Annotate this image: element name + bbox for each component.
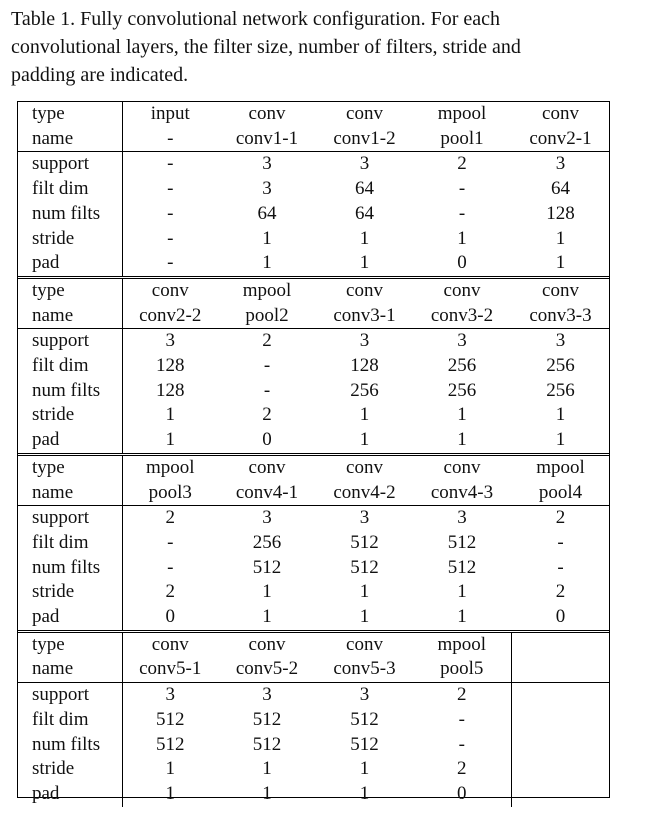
table-row <box>18 531 610 556</box>
cell-support: 3 <box>122 683 218 708</box>
cell-name: conv4-1 <box>235 481 299 503</box>
row-label-filt-dim: filt dim <box>18 354 122 379</box>
cell-support: 3 <box>122 329 218 354</box>
row-label-pad: pad <box>18 428 122 454</box>
cell-pad: 1 <box>165 782 175 804</box>
cell-name: conv5-2 <box>235 658 299 680</box>
cell-pad: 1 <box>457 429 467 451</box>
cell-filt-dim <box>511 708 610 733</box>
cell-name: conv4-3 <box>430 481 494 503</box>
cell-support: 2 <box>511 506 610 531</box>
cell-filt-dim: 512 <box>350 531 379 553</box>
cell-pad: 1 <box>165 429 175 451</box>
cell-name: pool1 <box>440 127 484 149</box>
cell-name: pool3 <box>148 481 192 503</box>
cell-pad: 1 <box>262 782 272 804</box>
cell-support: 3 <box>511 329 610 354</box>
cell-num-filts: - <box>263 379 271 401</box>
cell-support: 2 <box>413 152 511 177</box>
table-row <box>18 102 610 127</box>
table-row <box>18 683 610 708</box>
table-row <box>18 428 610 454</box>
caption-line: padding are indicated. <box>11 64 189 86</box>
cell-stride: 2 <box>262 404 272 426</box>
cell-num-filts: 512 <box>252 556 282 578</box>
row-label-name: name <box>18 481 122 506</box>
row-label-filt-dim: filt dim <box>18 531 122 556</box>
cell-stride: 1 <box>457 227 467 249</box>
cell-filt-dim: - <box>167 178 174 200</box>
cell-pad: 1 <box>359 252 370 274</box>
row-label-filt-dim: filt dim <box>18 177 122 202</box>
cell-type: conv <box>122 631 218 657</box>
cell-stride: 1 <box>359 758 370 780</box>
cell-pad: 1 <box>457 606 467 628</box>
table-row <box>18 481 610 506</box>
cell-stride: 2 <box>413 757 511 782</box>
cell-stride: 1 <box>262 227 272 249</box>
row-label-stride: stride <box>18 227 122 252</box>
cell-type: conv <box>413 454 511 480</box>
cell-num-filts: 256 <box>350 379 379 401</box>
cell-filt-dim: 256 <box>447 355 477 377</box>
cell-type: mpool <box>413 631 511 657</box>
cell-pad: 0 <box>262 429 272 451</box>
table-row <box>18 379 610 404</box>
cell-support: 3 <box>218 152 316 177</box>
cell-pad: 1 <box>359 429 370 451</box>
cell-num-filts: - <box>167 556 174 578</box>
row-label-pad: pad <box>18 605 122 631</box>
cell-name: conv5-1 <box>139 658 202 680</box>
cell-stride: 1 <box>555 227 566 249</box>
cell-num-filts: 256 <box>546 379 575 401</box>
cell-name: pool5 <box>413 657 511 682</box>
cell-name: conv1-2 <box>333 127 396 149</box>
cell-stride: 1 <box>555 404 566 426</box>
table-row <box>18 277 610 303</box>
cell-type: conv <box>218 631 316 657</box>
cell-filt-dim: 256 <box>546 355 575 377</box>
table-row <box>18 506 610 531</box>
cell-support: 3 <box>413 329 511 354</box>
cell-stride: 1 <box>262 581 272 603</box>
cell-type: conv <box>122 277 218 303</box>
table-row <box>18 202 610 227</box>
cell-type: conv <box>316 454 413 480</box>
cell-support: 3 <box>316 329 413 354</box>
cell-support: 2 <box>218 329 316 354</box>
cell-type: mpool <box>122 454 218 480</box>
cell-support: 3 <box>316 152 413 177</box>
cell-name: conv3-2 <box>430 304 494 326</box>
cell-num-filts: 512 <box>350 733 379 755</box>
cell-type <box>511 631 610 657</box>
cell-name: conv3-3 <box>529 304 592 326</box>
cell-name: conv4-2 <box>333 481 396 503</box>
table-row <box>18 152 610 177</box>
cell-pad: 1 <box>359 606 370 628</box>
cell-filt-dim: - <box>413 708 511 733</box>
cell-num-filts: - <box>413 733 511 758</box>
cell-filt-dim: - <box>167 531 174 553</box>
table-row <box>18 708 610 733</box>
cell-type: conv <box>511 277 610 303</box>
cell-stride: 1 <box>359 581 370 603</box>
cell-type: conv <box>346 103 383 124</box>
cell-num-filts <box>511 733 610 758</box>
cell-support: 3 <box>511 152 610 177</box>
cell-pad: 0 <box>413 782 511 807</box>
cell-filt-dim: - <box>263 355 271 377</box>
caption-line: convolutional layers, the filter size, number of filters, stride and <box>11 36 521 58</box>
row-label-type: type <box>18 631 122 657</box>
cell-num-filts: 128 <box>156 379 185 401</box>
cell-name: conv1-1 <box>235 127 299 149</box>
cell-pad: 0 <box>555 606 566 628</box>
table-row <box>18 403 610 428</box>
table-row <box>18 227 610 252</box>
cell-num-filts: 256 <box>447 379 477 401</box>
row-label-name: name <box>18 127 122 152</box>
cell-filt-dim: 512 <box>350 708 379 730</box>
cell-name: conv5-3 <box>333 658 396 680</box>
cell-pad: 1 <box>359 782 370 804</box>
cell-num-filts: 512 <box>350 556 379 578</box>
table-row <box>18 757 610 782</box>
cell-support <box>511 683 610 708</box>
cell-type: input <box>150 103 190 124</box>
cell-num-filts: 512 <box>252 733 282 755</box>
table-row <box>18 631 610 657</box>
cell-filt-dim: 512 <box>447 531 477 553</box>
cell-pad: 0 <box>165 606 175 628</box>
cell-num-filts: - <box>167 202 174 224</box>
cell-num-filts: 512 <box>447 556 477 578</box>
row-label-support: support <box>18 683 122 708</box>
cell-filt-dim: 512 <box>156 708 185 730</box>
table-row <box>18 177 610 202</box>
cell-type: conv <box>218 454 316 480</box>
cell-name: conv3-1 <box>333 304 396 326</box>
row-label-num-filts: num filts <box>18 733 122 758</box>
table-row <box>18 580 610 605</box>
cell-pad: 0 <box>457 252 467 274</box>
row-label-support: support <box>18 152 122 177</box>
cell-support: 3 <box>218 683 316 708</box>
cell-filt-dim: - <box>458 178 466 200</box>
cell-stride: 1 <box>457 581 467 603</box>
table-row <box>18 354 610 379</box>
table-row <box>18 657 610 682</box>
cell-stride: 1 <box>457 404 467 426</box>
cell-type: conv <box>413 277 511 303</box>
cell-stride: - <box>167 227 174 249</box>
table-row <box>18 454 610 480</box>
cell-filt-dim: 64 <box>551 178 570 200</box>
cell-name: - <box>167 127 174 149</box>
cell-support: 2 <box>413 683 511 708</box>
table-body <box>18 102 610 807</box>
cell-stride: 1 <box>262 758 272 780</box>
cell-name <box>511 657 610 682</box>
cell-stride: 1 <box>359 404 370 426</box>
table-row <box>18 304 610 329</box>
row-label-pad: pad <box>18 251 122 277</box>
row-label-name: name <box>18 304 122 329</box>
row-label-num-filts: num filts <box>18 202 122 227</box>
cell-pad: - <box>167 252 174 274</box>
cell-support: 3 <box>218 506 316 531</box>
cell-filt-dim: 128 <box>350 355 379 377</box>
cell-type: mpool <box>218 277 316 303</box>
cell-stride: 1 <box>165 404 175 426</box>
cell-name: pool4 <box>538 481 583 503</box>
cell-pad: 1 <box>555 429 566 451</box>
cell-type: mpool <box>437 103 487 124</box>
table-row <box>18 782 610 807</box>
cell-type: conv <box>316 631 413 657</box>
row-label-num-filts: num filts <box>18 556 122 581</box>
row-label-type: type <box>18 102 122 127</box>
cell-stride: 2 <box>165 581 175 603</box>
cell-num-filts: 128 <box>546 202 575 224</box>
cell-pad: 1 <box>555 252 566 274</box>
row-label-filt-dim: filt dim <box>18 708 122 733</box>
table-row <box>18 127 610 152</box>
cell-pad: 1 <box>262 606 272 628</box>
row-label-stride: stride <box>18 757 122 782</box>
row-label-pad: pad <box>18 782 122 807</box>
cell-type: conv <box>248 103 286 124</box>
table-row <box>18 556 610 581</box>
cell-name: conv2-2 <box>139 304 202 326</box>
row-label-num-filts: num filts <box>18 379 122 404</box>
cell-type: conv <box>542 103 579 124</box>
row-label-stride: stride <box>18 403 122 428</box>
cell-filt-dim: - <box>557 531 564 553</box>
row-label-support: support <box>18 506 122 531</box>
cell-support: 3 <box>316 506 413 531</box>
cell-filt-dim: 64 <box>355 178 374 200</box>
cell-pad <box>511 782 610 807</box>
cell-support: 3 <box>316 683 413 708</box>
row-label-name: name <box>18 657 122 682</box>
cell-filt-dim: 256 <box>252 531 282 553</box>
cell-stride <box>511 757 610 782</box>
caption-line: Table 1. Fully convolutional network configuration. For each <box>11 8 501 30</box>
cell-support: 2 <box>122 506 218 531</box>
cell-name: pool2 <box>245 304 289 326</box>
cell-support: - <box>122 152 218 177</box>
cell-type: mpool <box>511 454 610 480</box>
cell-num-filts: - <box>557 556 564 578</box>
cell-name: conv2-1 <box>529 127 592 149</box>
cell-num-filts: 512 <box>156 733 185 755</box>
network-config-table <box>17 101 610 804</box>
cell-filt-dim: 512 <box>252 708 282 730</box>
cell-stride: 2 <box>555 581 566 603</box>
cell-type: conv <box>316 277 413 303</box>
cell-num-filts: 64 <box>257 202 277 224</box>
row-label-type: type <box>18 277 122 303</box>
table-row <box>18 605 610 631</box>
cell-num-filts: 64 <box>355 202 374 224</box>
table-caption <box>11 5 631 89</box>
cell-filt-dim: 128 <box>156 355 185 377</box>
cell-filt-dim: 3 <box>262 178 272 200</box>
cell-stride: 1 <box>359 227 370 249</box>
cell-pad: 1 <box>262 252 272 274</box>
row-label-support: support <box>18 329 122 354</box>
cell-num-filts: - <box>458 202 466 224</box>
table-row <box>18 733 610 758</box>
table-row <box>18 251 610 277</box>
table-row <box>18 329 610 354</box>
cell-stride: 1 <box>165 758 175 780</box>
row-label-stride: stride <box>18 580 122 605</box>
cell-support: 3 <box>413 506 511 531</box>
row-label-type: type <box>18 454 122 480</box>
